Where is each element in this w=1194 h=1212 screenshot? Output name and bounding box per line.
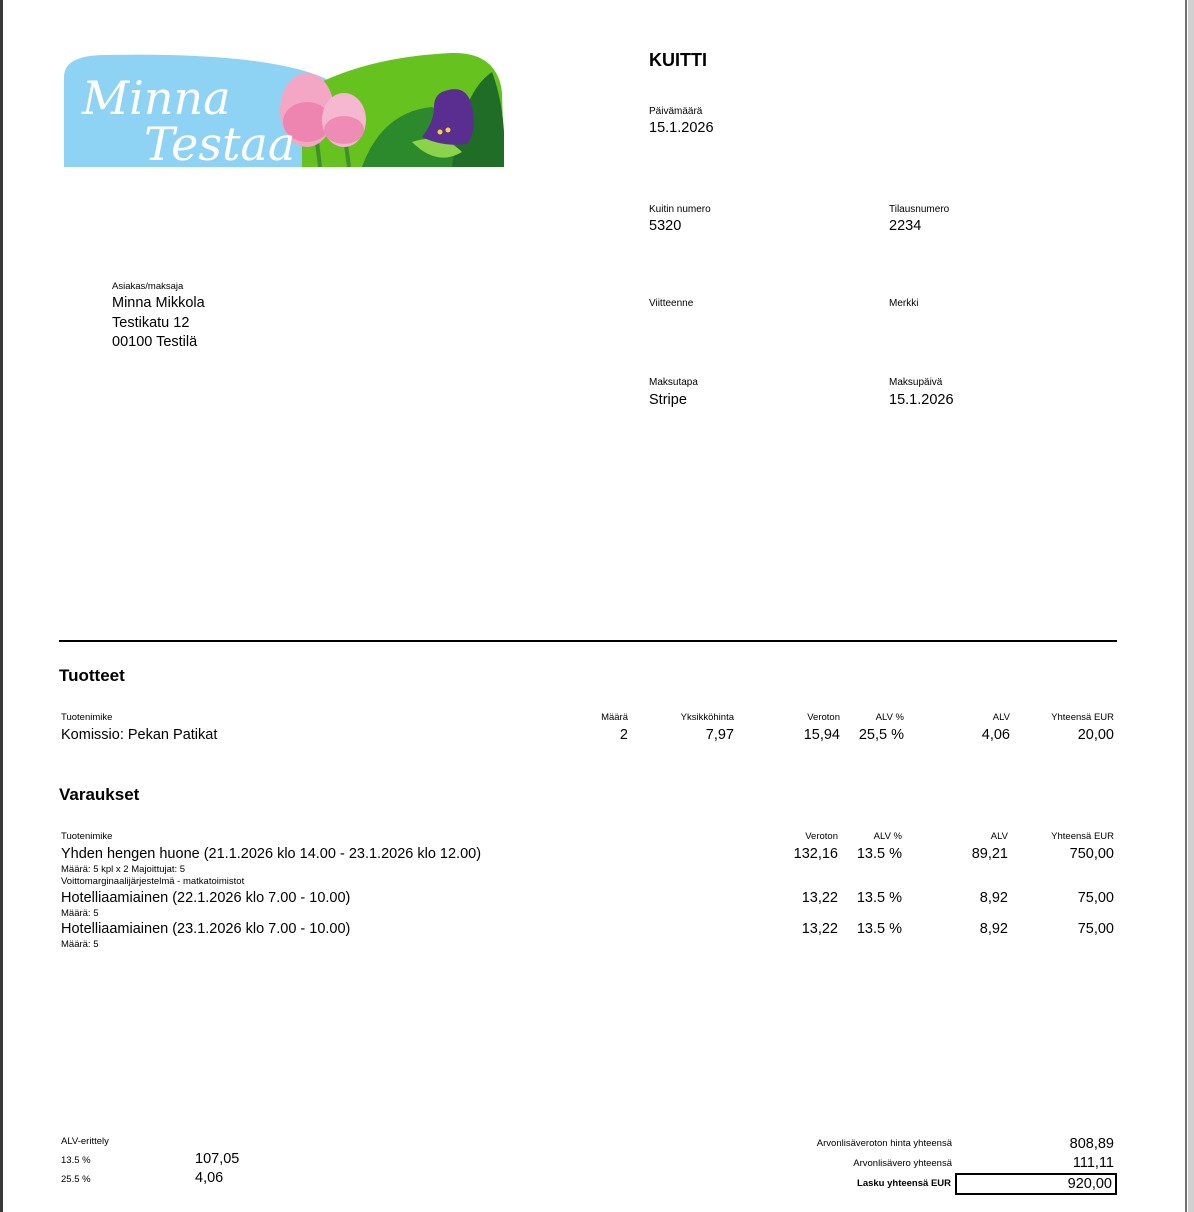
logo-flower (324, 116, 364, 144)
page-edge-left (0, 0, 3, 1212)
booking-vat: 8,92 (979, 921, 1008, 937)
bookings-col-net: Veroton (805, 831, 838, 842)
section-divider (59, 640, 1117, 642)
logo-text: Minna (82, 71, 231, 125)
document-title: KUITTI (649, 50, 707, 70)
net-total-value: 808,89 (1069, 1136, 1114, 1152)
bookings-col-total: Yhteensä EUR (1051, 831, 1114, 842)
booking-vat-pct: 13.5 % (856, 846, 902, 862)
customer-name: Minna Mikkola (112, 295, 205, 311)
mark-label: Merkki (889, 298, 919, 309)
booking-total: 75,00 (1077, 890, 1114, 906)
products-col-total: Yhteensä EUR (1051, 712, 1114, 723)
booking-vat-pct: 13.5 % (856, 921, 902, 937)
bookings-col-vat: ALV (990, 831, 1008, 842)
booking-vat: 8,92 (979, 890, 1008, 906)
vat-breakdown-rate: 25.5 % (61, 1174, 91, 1185)
vat-total-value: 111,11 (1072, 1155, 1114, 1171)
products-heading: Tuotteet (59, 666, 125, 685)
booking-detail: Määrä: 5 kpl x 2 Majoittujat: 5 (61, 864, 186, 875)
product-total: 20,00 (1077, 727, 1114, 743)
booking-total: 750,00 (1069, 846, 1114, 862)
scrollbar-track[interactable] (1188, 0, 1194, 1212)
company-logo (62, 52, 504, 167)
product-unit-price: 7,97 (705, 727, 734, 743)
vat-breakdown-label: ALV-erittely (61, 1136, 109, 1147)
products-col-name: Tuotenimike (61, 712, 113, 723)
product-name: Komissio: Pekan Patikat (61, 727, 218, 743)
customer-street: Testikatu 12 (112, 315, 190, 331)
booking-net: 13,22 (801, 890, 838, 906)
booking-total: 75,00 (1077, 921, 1114, 937)
booking-name: Hotelliaamiainen (23.1.2026 klo 7.00 - 10.00) (61, 921, 351, 937)
bookings-col-name: Tuotenimike (61, 831, 113, 842)
date-label: Päivämäärä (649, 106, 703, 117)
payment-date-value: 15.1.2026 (889, 392, 954, 408)
logo-text: Testaa (144, 117, 296, 167)
date-value: 15.1.2026 (649, 120, 714, 136)
vat-breakdown-amount: 107,05 (195, 1151, 240, 1167)
vat-breakdown-rate: 13.5 % (61, 1155, 91, 1166)
page-edge-right (1185, 0, 1187, 1212)
product-vat: 4,06 (981, 727, 1010, 743)
reference-label: Viitteenne (649, 298, 694, 309)
customer-label: Asiakas/maksaja (112, 281, 184, 292)
booking-net: 13,22 (801, 921, 838, 937)
product-qty: 2 (619, 727, 628, 743)
logo-bell-dot (438, 130, 443, 135)
receipt-number-value: 5320 (649, 218, 682, 234)
products-col-vat: ALV (992, 712, 1010, 723)
grand-total-value: 920,00 (1067, 1176, 1112, 1192)
booking-name: Yhden hengen huone (21.1.2026 klo 14.00 - 23.1.2026 klo 12.00) (61, 846, 482, 862)
grand-total-label: Lasku yhteensä EUR (857, 1178, 951, 1189)
payment-method-label: Maksutapa (649, 377, 698, 388)
receipt-number-label: Kuitin numero (649, 204, 711, 215)
booking-detail: Voittomarginaalijärjestelmä - matkatoimistot (61, 876, 245, 887)
order-number-value: 2234 (889, 218, 922, 234)
booking-detail: Määrä: 5 (61, 908, 99, 919)
logo-bell-dot (446, 128, 451, 133)
booking-name: Hotelliaamiainen (22.1.2026 klo 7.00 - 10.00) (61, 890, 351, 906)
order-number-label: Tilausnumero (889, 204, 950, 215)
booking-detail: Määrä: 5 (61, 939, 99, 950)
payment-method-value: Stripe (649, 392, 687, 408)
products-col-unit-price: Yksikköhinta (680, 712, 734, 723)
net-total-label: Arvonlisäveroton hinta yhteensä (816, 1138, 952, 1149)
payment-date-label: Maksupäivä (889, 377, 943, 388)
booking-vat: 89,21 (971, 846, 1008, 862)
booking-vat-pct: 13.5 % (856, 890, 902, 906)
products-col-net: Veroton (807, 712, 840, 723)
customer-city: 00100 Testilä (112, 334, 198, 350)
products-col-vat-pct: ALV % (875, 712, 904, 723)
bookings-col-vat-pct: ALV % (873, 831, 902, 842)
bookings-heading: Varaukset (59, 785, 140, 804)
product-net: 15,94 (803, 727, 840, 743)
vat-breakdown-amount: 4,06 (195, 1170, 224, 1186)
vat-total-label: Arvonlisävero yhteensä (853, 1158, 952, 1169)
booking-net: 132,16 (793, 846, 838, 862)
products-col-qty: Määrä (601, 712, 628, 723)
product-vat-pct: 25,5 % (858, 727, 904, 743)
